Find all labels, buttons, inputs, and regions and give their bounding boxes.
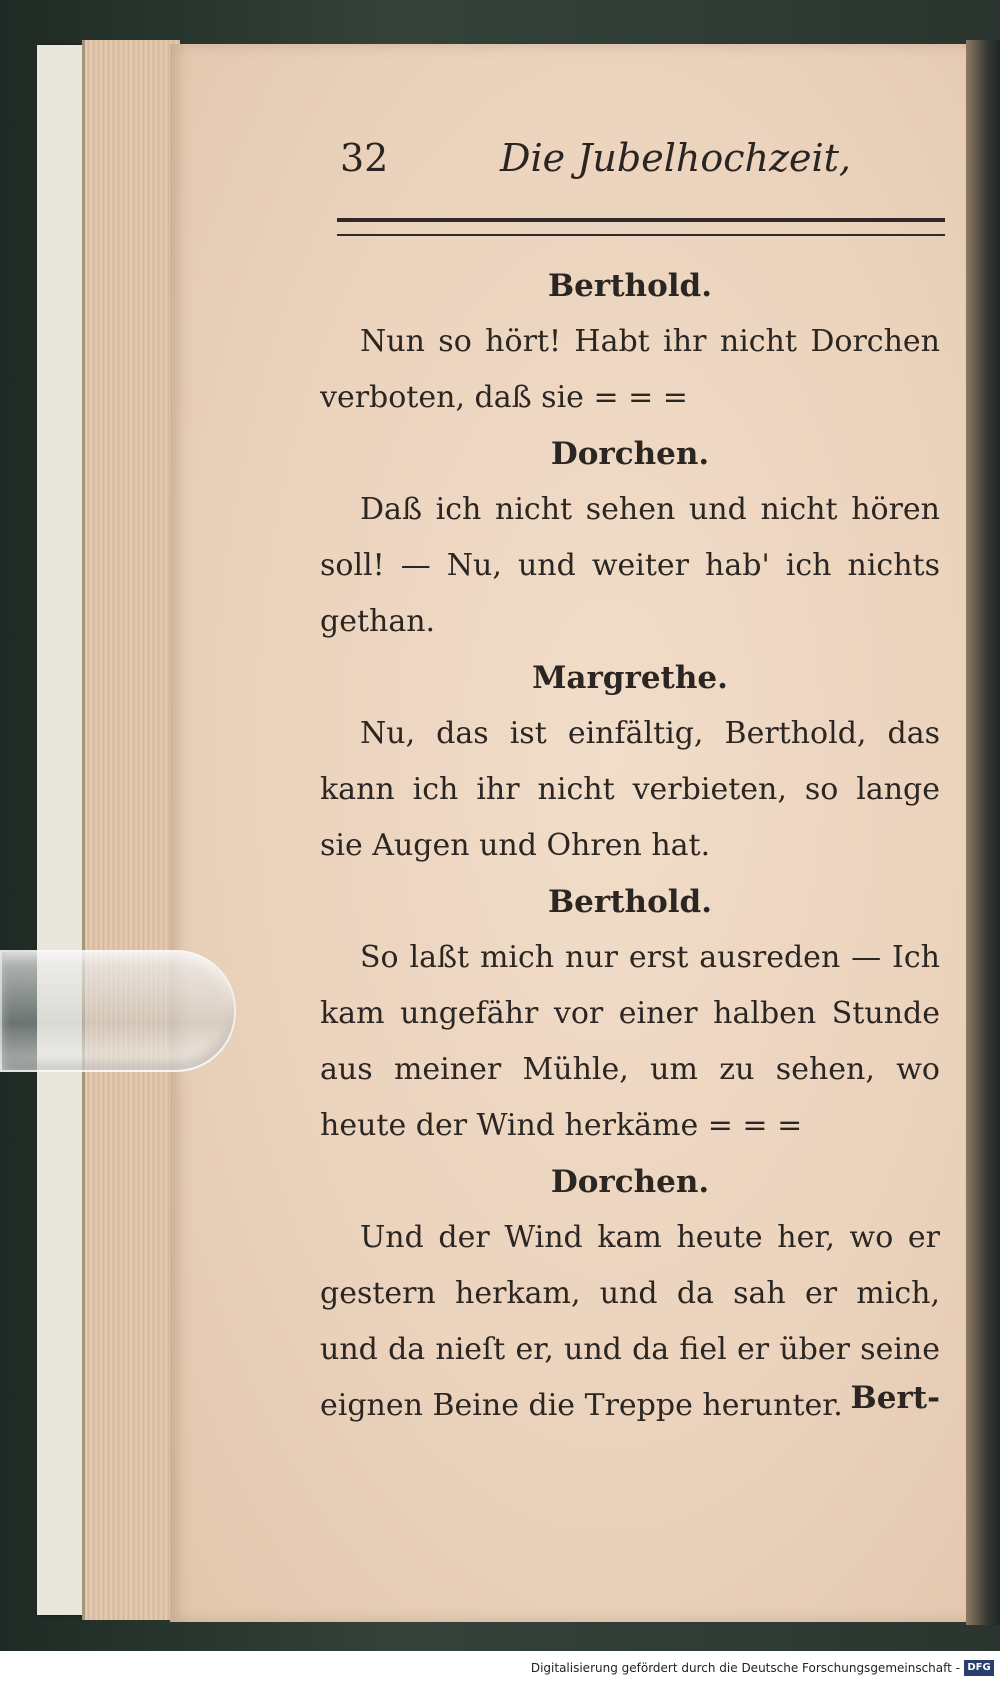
dialogue-text bbox=[320, 258, 940, 1434]
footer-bar bbox=[0, 1651, 1000, 1681]
page-number: 32 bbox=[340, 136, 389, 180]
page-clip bbox=[0, 950, 236, 1072]
dfg-logo-icon: DFG bbox=[964, 1660, 994, 1676]
book-spine-shadow bbox=[966, 40, 1000, 1625]
header-rule bbox=[337, 218, 945, 236]
page-title: Die Jubelhochzeit, bbox=[500, 136, 851, 180]
speech-text: Und der Wind kam heute her, wo er gestern herkam, und da sah er mich, und da nieſt er, und da fiel er über seine eignen Beine die Treppe herunter. bbox=[320, 1220, 940, 1423]
speech-text: Daß ich nicht sehen und nicht hören soll! — Nu, und weiter hab' ich nichts gethan. bbox=[320, 492, 940, 639]
footer-credit: Digitalisierung gefördert durch die Deutsche Forschungsgemeinschaft - bbox=[530, 1661, 960, 1675]
dialogue-entry bbox=[320, 258, 940, 426]
speaker-name: Margrethe. bbox=[532, 660, 728, 696]
catchword: Bert- bbox=[850, 1380, 940, 1416]
speech-text: Nun so hört! Habt ihr nicht Dorchen verboten, daß sie = = = bbox=[320, 324, 940, 415]
running-head bbox=[340, 130, 940, 190]
speaker-name: Dorchen. bbox=[550, 436, 710, 472]
dialogue-entry bbox=[320, 426, 940, 650]
speaker-name: Dorchen. bbox=[550, 1164, 710, 1200]
speaker-name: Berthold. bbox=[547, 884, 713, 920]
dialogue-entry bbox=[320, 1154, 940, 1434]
dialogue-entry bbox=[320, 650, 940, 874]
dialogue-entry bbox=[320, 874, 940, 1154]
speaker-name: Berthold. bbox=[547, 268, 713, 304]
speech-text: Nu, das ist einfältig, Berthold, das kann ich ihr nicht verbieten, so lange sie Augen und Ohren hat. bbox=[320, 716, 940, 863]
page-edges bbox=[82, 40, 180, 1620]
reference-card bbox=[37, 45, 85, 1615]
speech-text: So laßt mich nur erst ausreden — Ich kam ungefähr vor einer halben Stunde aus meiner Mühle, um zu sehen, wo heute der Wind herkäme = = = bbox=[320, 940, 940, 1143]
